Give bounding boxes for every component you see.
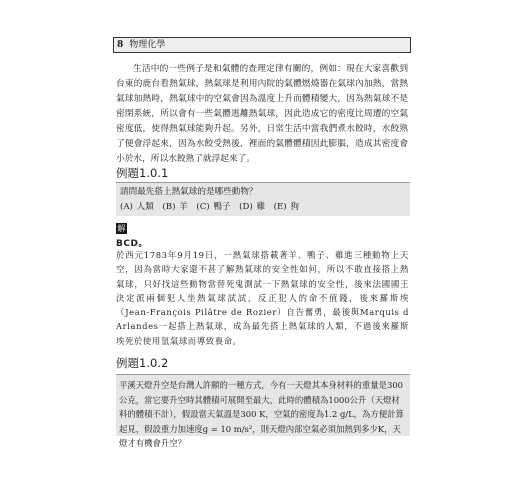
example-question-box-2 [116,374,410,448]
solution-text: 於西元1783年9月19日，一熱氣球搭載著羊、鴨子、雞進三種動物上天空，因為當時大家還不甚了解熱氣球的安全性如何，所以不敢直接搭上熱氣球，只好找這些動物當替死鬼測試一下熱氣球的安全性，後來法國國王決定派兩個犯人坐熱氣球試試，反正犯人的命不值錢，後來羅斯埃（Jean-François Pilâtre de Rozier）自告奮勇，最後與Marquis d Arlandes一起搭上熱氣球，成為最先搭上熱氣球的人類，不過後來羅斯埃死於使用氫氣球而導致喪命。 [116,250,409,346]
example-number: 1.0.1 [139,166,169,180]
example-question: 平溪天燈升空是台灣人許願的一種方式，今有一天燈其本身材料的重量是300公克，當它要升空時其體積可展開至最大，此時的體積為1000公升（天燈材料的體積不計），假設當天氣溫是300 K，空氣的密度為1.2 g/L，為方便計算起見，假設重力加速度g = 10 m/s²，則天燈內部空氣必須加熱到多少K，天燈才有機會升空？ [119,380,404,448]
example-question-box-1 [116,182,410,216]
example-number: 1.0.2 [139,356,169,370]
book-title: 物理化學 [129,40,166,50]
example-label: 例題 [116,356,139,370]
example-heading-2 [116,355,168,371]
page-number: 8 [117,40,124,50]
example-label: 例題 [116,166,139,180]
example-question: 請問最先搭上熱氣球的是哪些動物？ [120,187,258,197]
solution-tag: 解 [117,224,126,233]
solution-answer: BCD。 [116,239,148,249]
example-options: (A) 人類 (B) 羊 (C) 鴨子 (D) 雞 (E) 狗 [120,202,299,212]
intro-paragraph: 生活中的一些例子是和氣體的查理定律有關的，例如：現在大家喜歡到台東的鹿台看熱氣球，熱氣球是利用內院的氣體燃燒器在氣球內加熱，當熱氣球加熱時，熱氣球中的空氣會因為溫度上升而體積變大，因為熱氣球不是密閉系統，所以會有一些氣體逃離熱氣球，因此造成它的密度比周遭的空氣密度低，使得熱氣球能夠升起。另外，日常生活中當我們煮水餃時，水餃熟了便會浮起來，因為水餃受熱後，裡面的氣體體積因此膨脹，造成其密度會小於水，所以水餃熟了就浮起來了。 [116,64,408,164]
page-header [113,37,411,53]
example-heading-1 [116,165,168,181]
